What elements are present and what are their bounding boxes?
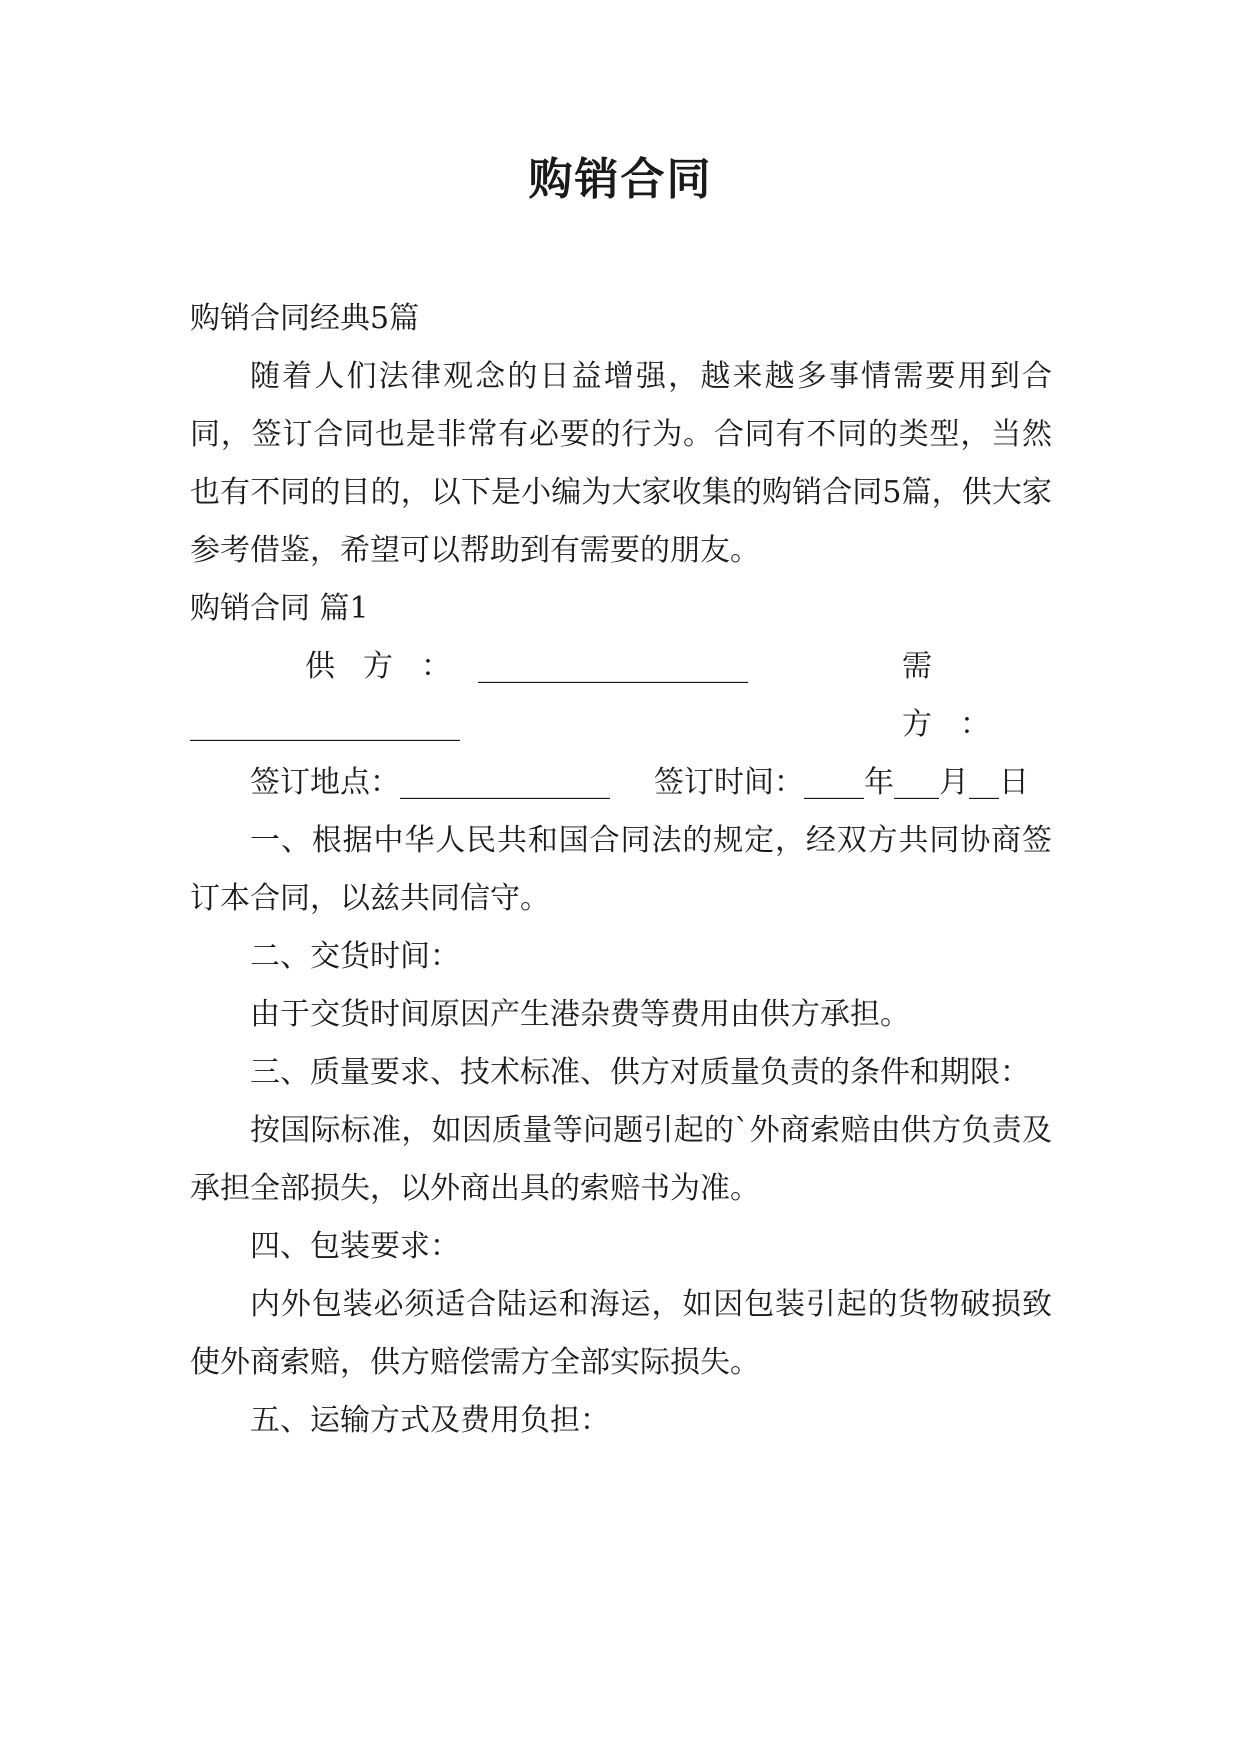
clause-paragraph: 五、运输方式及费用负担：	[250, 1403, 610, 1438]
parties-row	[190, 638, 1052, 754]
clause-paragraph: 内外包装必须适合陆运和海运，如因包装引起的货物破损致使外商索赔，供方赔偿需方全部实际损失。	[190, 1287, 1052, 1380]
document-subtitle: 购销合同经典5篇	[190, 301, 420, 336]
clause-paragraph: 三、质量要求、技术标准、供方对质量负责的条件和期限：	[250, 1055, 1030, 1090]
demander-blank: __________________	[190, 707, 460, 742]
intro-paragraph: 随着人们法律观念的日益增强，越来越多事情需要用到合同，签订合同也是非常有必要的行为。合同有不同的类型，当然也有不同的目的，以下是小编为大家收集的购销合同5篇，供大家参考借鉴，希望可以帮助到有需要的朋友。	[190, 359, 1052, 568]
sign-place-label: 签订地点：	[250, 765, 400, 800]
supplier-label: 供方：	[305, 649, 479, 684]
sign-time-value: ____年___月__日	[804, 765, 1029, 800]
sign-time-label: 签订时间：	[654, 765, 804, 800]
sign-place-blank: ______________	[400, 765, 610, 800]
clause-paragraph: 一、根据中华人民共和国合同法的规定，经双方共同协商签订本合同，以兹共同信守。	[190, 823, 1052, 916]
document-title: 购销合同	[528, 154, 713, 205]
supplier-blank: __________________	[478, 649, 748, 684]
document-body	[190, 290, 1052, 1450]
clause-paragraph: 二、交货时间：	[250, 939, 460, 974]
section-heading: 购销合同 篇1	[190, 591, 369, 626]
clause-paragraph: 按国际标准，如因质量等问题引起的`外商索赔由供方负责及承担全部损失，以外商出具的索赔书为准。	[190, 1113, 1052, 1206]
signing-info	[190, 754, 1052, 812]
clause-paragraph: 四、包装要求：	[250, 1229, 460, 1264]
demander-label: 需方：	[902, 649, 1018, 742]
clause-paragraph: 由于交货时间原因产生港杂费等费用由供方承担。	[250, 997, 910, 1032]
